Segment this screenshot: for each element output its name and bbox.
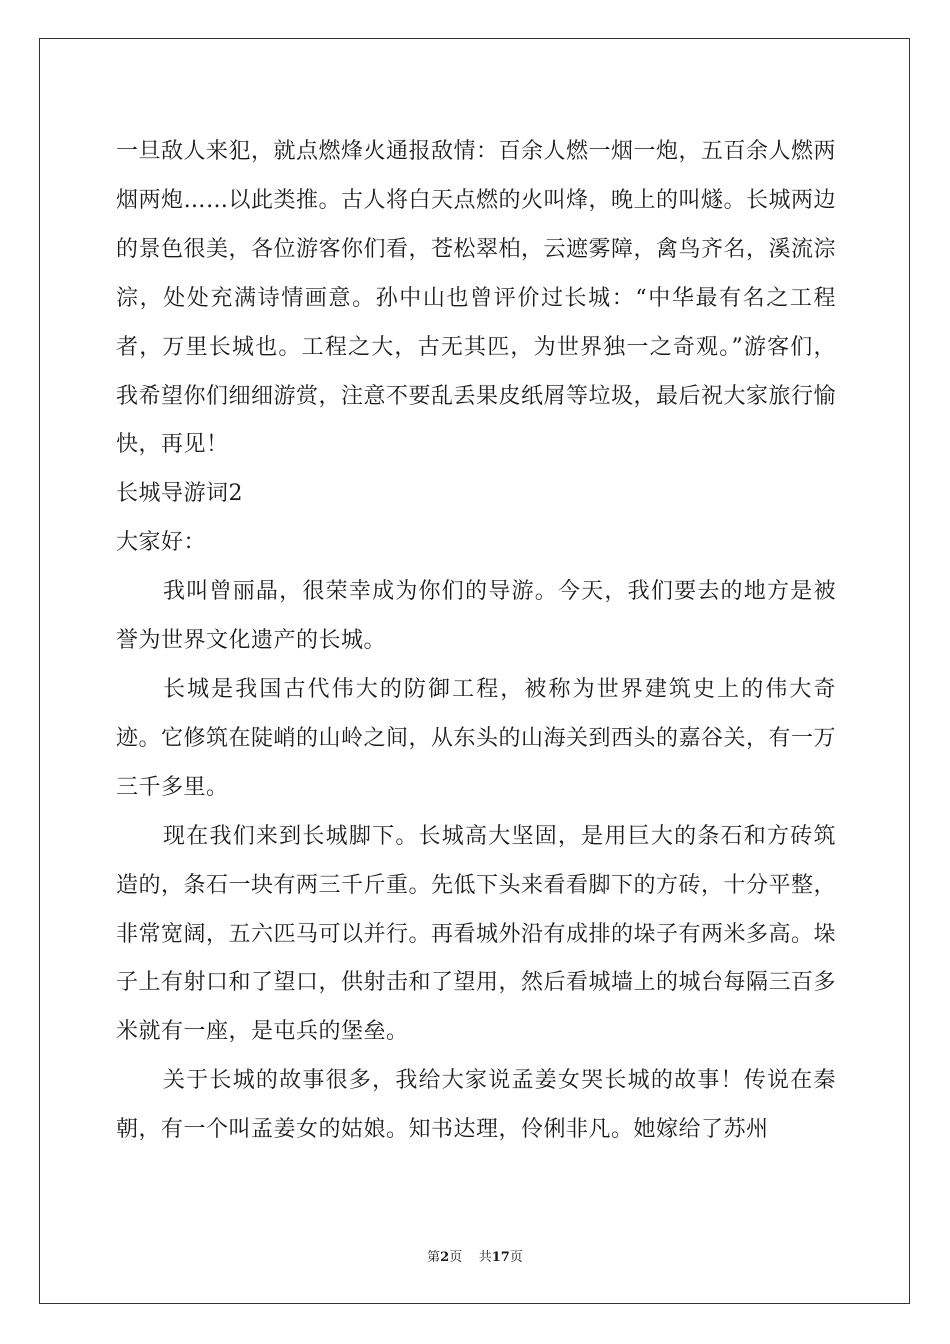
section-heading: 长城导游词2	[116, 481, 243, 507]
paragraph-defense: 长城是我国古代伟大的防御工程，被称为世界建筑史上的伟大奇迹。它修筑在陡峭的山岭之间，从东头的山海关到西头的嘉谷关，有一万三千多里。	[116, 676, 837, 800]
total-pages: 17	[491, 1250, 510, 1265]
paragraph-story: 关于长城的故事很多，我给大家说孟姜女哭长城的故事！传说在秦朝，有一个叫孟姜女的姑娘。知书达理，伶俐非凡。她嫁给了苏州	[116, 1068, 836, 1143]
page-suffix: 页	[449, 1250, 463, 1265]
total-prefix: 共	[478, 1250, 492, 1265]
page-number: 2	[440, 1250, 450, 1265]
page-prefix: 第	[427, 1250, 441, 1265]
page-footer	[0, 1246, 950, 1265]
paragraph-intro: 我叫曾丽晶，很荣幸成为你们的导游。今天，我们要去的地方是被誉为世界文化遗产的长城。	[116, 579, 836, 654]
paragraph-structure: 现在我们来到长城脚下。长城高大坚固，是用巨大的条石和方砖筑造的，条石一块有两三千斤重。先低下头来看看脚下的方砖，十分平整，非常宽阔，五六匹马可以并行。再看城外沿有成排的垛子有两米多高。垛子上有射口和了望口，供射击和了望用，然后看城墙上的城台每隔三百多米就有一座，是屯兵的堡垒。	[116, 823, 837, 1045]
document-body	[116, 128, 836, 1155]
greeting: 大家好：	[116, 530, 207, 556]
paragraph-1: 一旦敌人来犯，就点燃烽火通报敌情：百余人燃一烟一炮，五百余人燃两烟两炮……以此类推。古人将白天点燃的火叫烽，晚上的叫燧。长城两边的景色很美，各位游客你们看，苍松翠柏，云遮雾障，禽鸟齐名，溪流淙淙，处处充满诗情画意。孙中山也曾评价过长城：“中华最有名之工程者，万里长城也。工程之大，古无其匹，为世界独一之奇观。”游客们，我希望你们细细游赏，注意不要乱丢果皮纸屑等垃圾，最后祝大家旅行愉快，再见！	[116, 139, 837, 458]
total-suffix: 页	[509, 1250, 523, 1265]
